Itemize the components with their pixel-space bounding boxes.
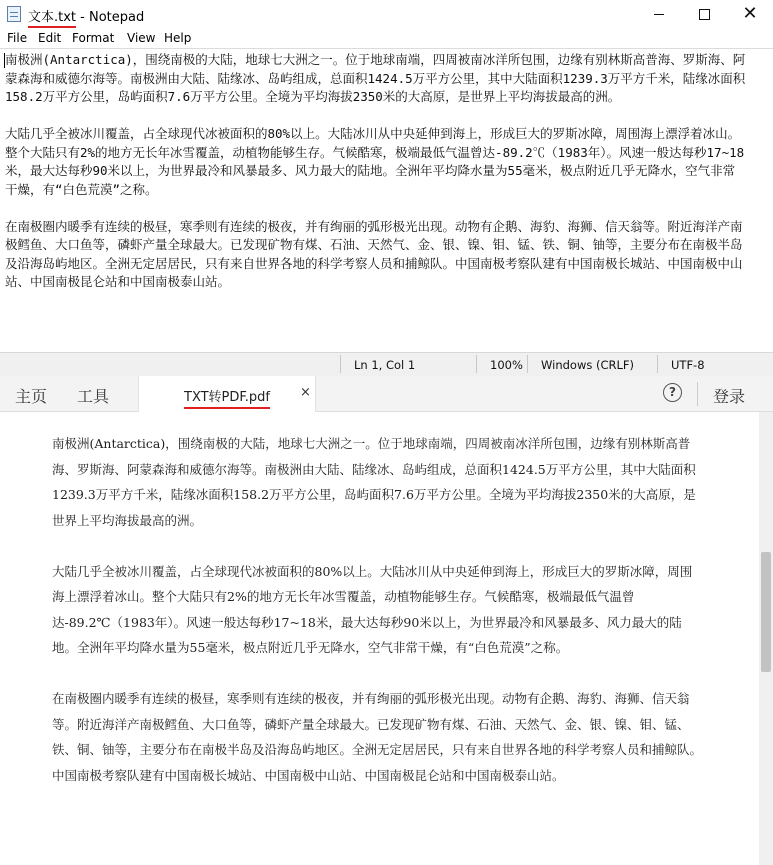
viewer-toolbar xyxy=(0,376,773,412)
menu-home[interactable]: 主页 xyxy=(15,387,48,406)
menu-bar xyxy=(0,28,773,48)
minimize-icon xyxy=(654,14,664,15)
close-button[interactable] xyxy=(727,0,773,28)
minimize-button[interactable] xyxy=(636,0,682,28)
document-tab[interactable] xyxy=(138,376,316,412)
maximize-button[interactable] xyxy=(681,0,727,28)
title-filename: 文本.txt xyxy=(28,10,77,25)
close-icon: ✕ xyxy=(742,3,758,24)
maximize-icon xyxy=(699,9,710,20)
status-cursor-position: Ln 1, Col 1 xyxy=(354,358,416,372)
title-appname: - Notepad xyxy=(76,10,145,25)
status-divider xyxy=(657,355,658,373)
status-bar xyxy=(0,352,773,376)
menu-format[interactable]: Format xyxy=(72,31,115,45)
pdf-paragraph: 南极洲(Antarctica)，围绕南极的大陆，地球七大洲之一。位于地球南端，四周被南冰洋所包围，边缘有别林斯高普海、罗斯海、阿蒙森海和威德尔海等。南极洲由大陆、陆缘冰、岛屿组成，总面积1424.5万平方公里，其中大陆面积1239.3万平方千米，陆缘冰面积158.2万平方公里，岛屿面积7.6万平方公里。全境为平均海拔2350米的大高原，是世界上平均海拔最高的洲。 xyxy=(52,436,696,528)
window-title xyxy=(28,6,144,25)
login-button[interactable]: 登录 xyxy=(713,387,746,406)
status-zoom: 100% xyxy=(490,358,523,372)
pdf-page[interactable] xyxy=(0,412,759,865)
pdf-viewer-window xyxy=(0,376,773,865)
status-encoding: UTF-8 xyxy=(671,358,705,372)
menu-file[interactable]: File xyxy=(7,31,28,45)
menu-tools[interactable]: 工具 xyxy=(77,387,110,406)
status-divider xyxy=(476,355,477,373)
menu-edit[interactable]: Edit xyxy=(38,31,62,45)
pdf-paragraph: 在南极圈内暖季有连续的极昼，寒季则有连续的极夜，并有绚丽的弧形极光出现。动物有企鹅、海豹、海狮、信天翁等。附近海洋产南极鳕鱼、大口鱼等，磷虾产量全球最大。已发现矿物有煤、石油、天然气、金、银、镍、钼、锰、铁、铜、铀等，主要分布在南极半岛及沿海岛屿地区。全洲无定居居民，只有来自世界各地的科学考察人员和捕鲸队。中国南极考察队建有中国南极长城站、中国南极中山站、中国南极昆仑站和中国南极泰山站。 xyxy=(52,691,703,783)
notepad-titlebar[interactable] xyxy=(0,0,773,28)
text-editor-area[interactable] xyxy=(0,48,773,353)
pdf-content xyxy=(52,431,702,814)
notepad-app-icon xyxy=(7,6,21,22)
editor-content[interactable]: 南极洲(Antarctica)，围绕南极的大陆，地球七大洲之一。位于地球南端，四周被南冰洋所包围，边缘有别林斯高普海、罗斯海、阿蒙森海和威德尔海等。南极洲由大陆、陆缘冰、岛屿组成，总面积1424.5万平方公里，其中大陆面积1239.3万平方千米，陆缘冰面积158.2万平方公里，岛屿面积7.6万平方公里。全境为平均海拔2350米的大高原，是世界上平均海拔最高的洲。 大陆几乎全被冰川覆盖，占全球现代冰被面积的80%以上。大陆冰川从中央延伸到海上，形成巨大的罗斯冰障，周围海上漂浮着冰山。整个大陆只有2%的地方无长年冰雪覆盖，动植物能够生存。气候酷寒，极端最低气温曾达-89.2℃（1983年）。风速一般达每秒17~18米，最大达每秒90米以上，为世界最冷和风暴最多、风力最大的陆地。全洲年平均降水量为55毫米，极点附近几乎无降水，空气非常干燥，有“白色荒漠”之称。 在南极圈内暖季有连续的极昼，寒季则有连续的极夜，并有绚丽的弧形极光出现。动物有企鹅、海豹、海狮、信天翁等。附近海洋产南极鳕鱼、大口鱼等，磷虾产量全球最大。已发现矿物有煤、石油、天然气、金、银、镍、钼、锰、铁、铜、铀等，主要分布在南极半岛及沿海岛屿地区。全洲无定居居民，只有来自世界各地的科学考察人员和捕鲸队。中国南极考察队建有中国南极长城站、中国南极中山站、中国南极昆仑站和中国南极泰山站。 xyxy=(5,52,746,289)
vertical-scrollbar[interactable] xyxy=(759,412,773,865)
status-divider xyxy=(340,355,341,373)
scrollbar-thumb[interactable] xyxy=(761,552,771,672)
status-divider xyxy=(527,355,528,373)
menu-help[interactable]: Help xyxy=(164,31,192,45)
toolbar-divider xyxy=(697,382,698,406)
help-icon[interactable]: ? xyxy=(663,383,682,402)
status-line-ending: Windows (CRLF) xyxy=(541,358,635,372)
document-tab-label[interactable]: TXT转PDF.pdf xyxy=(184,386,270,405)
pdf-paragraph: 大陆几乎全被冰川覆盖，占全球现代冰被面积的80%以上。大陆冰川从中央延伸到海上，形成巨大的罗斯冰障，周围海上漂浮着冰山。整个大陆只有2%的地方无长年冰雪覆盖，动植物能够生存。气候酷寒，极端最低气温曾达-89.2℃（1983年）。风速一般达每秒17~18米，最大达每秒90米以上，为世界最冷和风暴最多、风力最大的陆地。全洲年平均降水量为55毫米，极点附近几乎无降水，空气非常干燥，有“白色荒漠”之称。 xyxy=(52,563,693,655)
tab-close-icon[interactable]: × xyxy=(300,385,311,400)
menu-view[interactable]: View xyxy=(127,31,156,45)
notepad-window xyxy=(0,0,773,376)
